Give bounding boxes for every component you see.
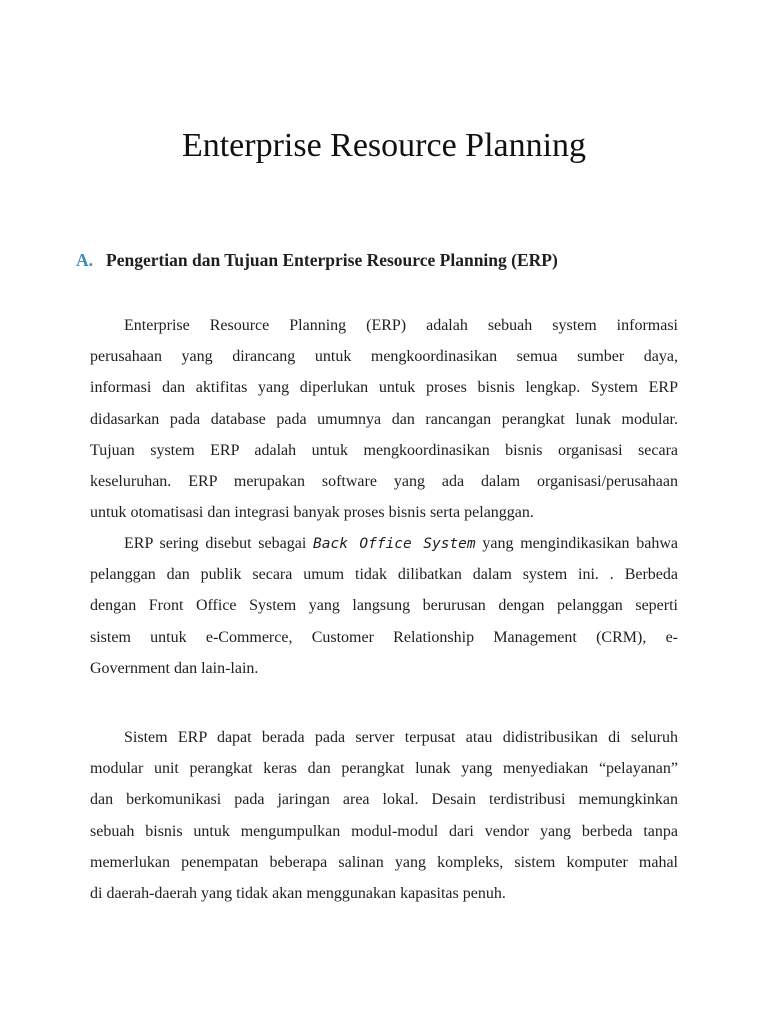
paragraph-line: Government dan lain-lain. [90,659,259,677]
paragraph-line: dengan Front Office System yang langsung berurusan dengan pelanggan seperti [90,597,678,615]
paragraph-line: untuk otomatisasi dan integrasi banyak proses bisnis serta pelanggan. [90,504,534,522]
paragraph-line: sistem untuk e-Commerce, Customer Relationship Management (CRM), e- [90,628,678,646]
paragraph-1 [90,310,678,528]
section-marker: A. [76,250,94,270]
paragraph-line: keseluruhan. ERP merupakan software yang ada dalam organisasi/perusahaan [90,472,678,490]
paragraph-text: yang mengindikasikan bahwa [475,535,678,552]
paragraph-line: Sistem ERP dapat berada pada server terpusat atau didistribusikan di seluruh [124,729,678,746]
paragraph-text: ERP sering disebut sebagai [124,535,313,552]
paragraph-line: di daerah-daerah yang tidak akan menggunakan kapasitas penuh. [90,884,506,902]
paragraph-line: Tujuan system ERP adalah untuk mengkoordinasikan bisnis organisasi secara [90,441,678,459]
paragraph-line: sebuah bisnis untuk mengumpulkan modul-modul dari vendor yang berbeda tanpa [90,822,678,840]
document-title: Enterprise Resource Planning [181,127,587,164]
paragraph-line [90,528,678,559]
paragraph-line: informasi dan aktifitas yang diperlukan untuk proses bisnis lengkap. System ERP [90,379,678,397]
paragraph-line: pelanggan dan publik secara umum tidak dilibatkan dalam system ini. . Berbeda [90,566,678,584]
section-heading [76,248,696,272]
paragraph-line: dan berkomunikasi pada jaringan area lokal. Desain terdistribusi memungkinkan [90,791,678,809]
paragraph-line: perusahaan yang dirancang untuk mengkoordinasikan semua sumber daya, [90,348,678,366]
paragraph-line: memerlukan penempatan beberapa salinan yang kompleks, sistem komputer mahal [90,853,678,871]
section-heading-text: Pengertian dan Tujuan Enterprise Resource Planning (ERP) [106,250,558,270]
paragraph-2 [90,528,678,684]
emphasis-text: Back Office System [313,536,476,552]
paragraph-3 [90,722,678,909]
paragraph-line: didasarkan pada database pada umumnya dan rancangan perangkat lunak modular. [90,410,678,428]
paragraph-line: Enterprise Resource Planning (ERP) adalah sebuah system informasi [124,317,678,334]
paragraph-line: modular unit perangkat keras dan perangkat lunak yang menyediakan “pelayanan” [90,760,678,778]
